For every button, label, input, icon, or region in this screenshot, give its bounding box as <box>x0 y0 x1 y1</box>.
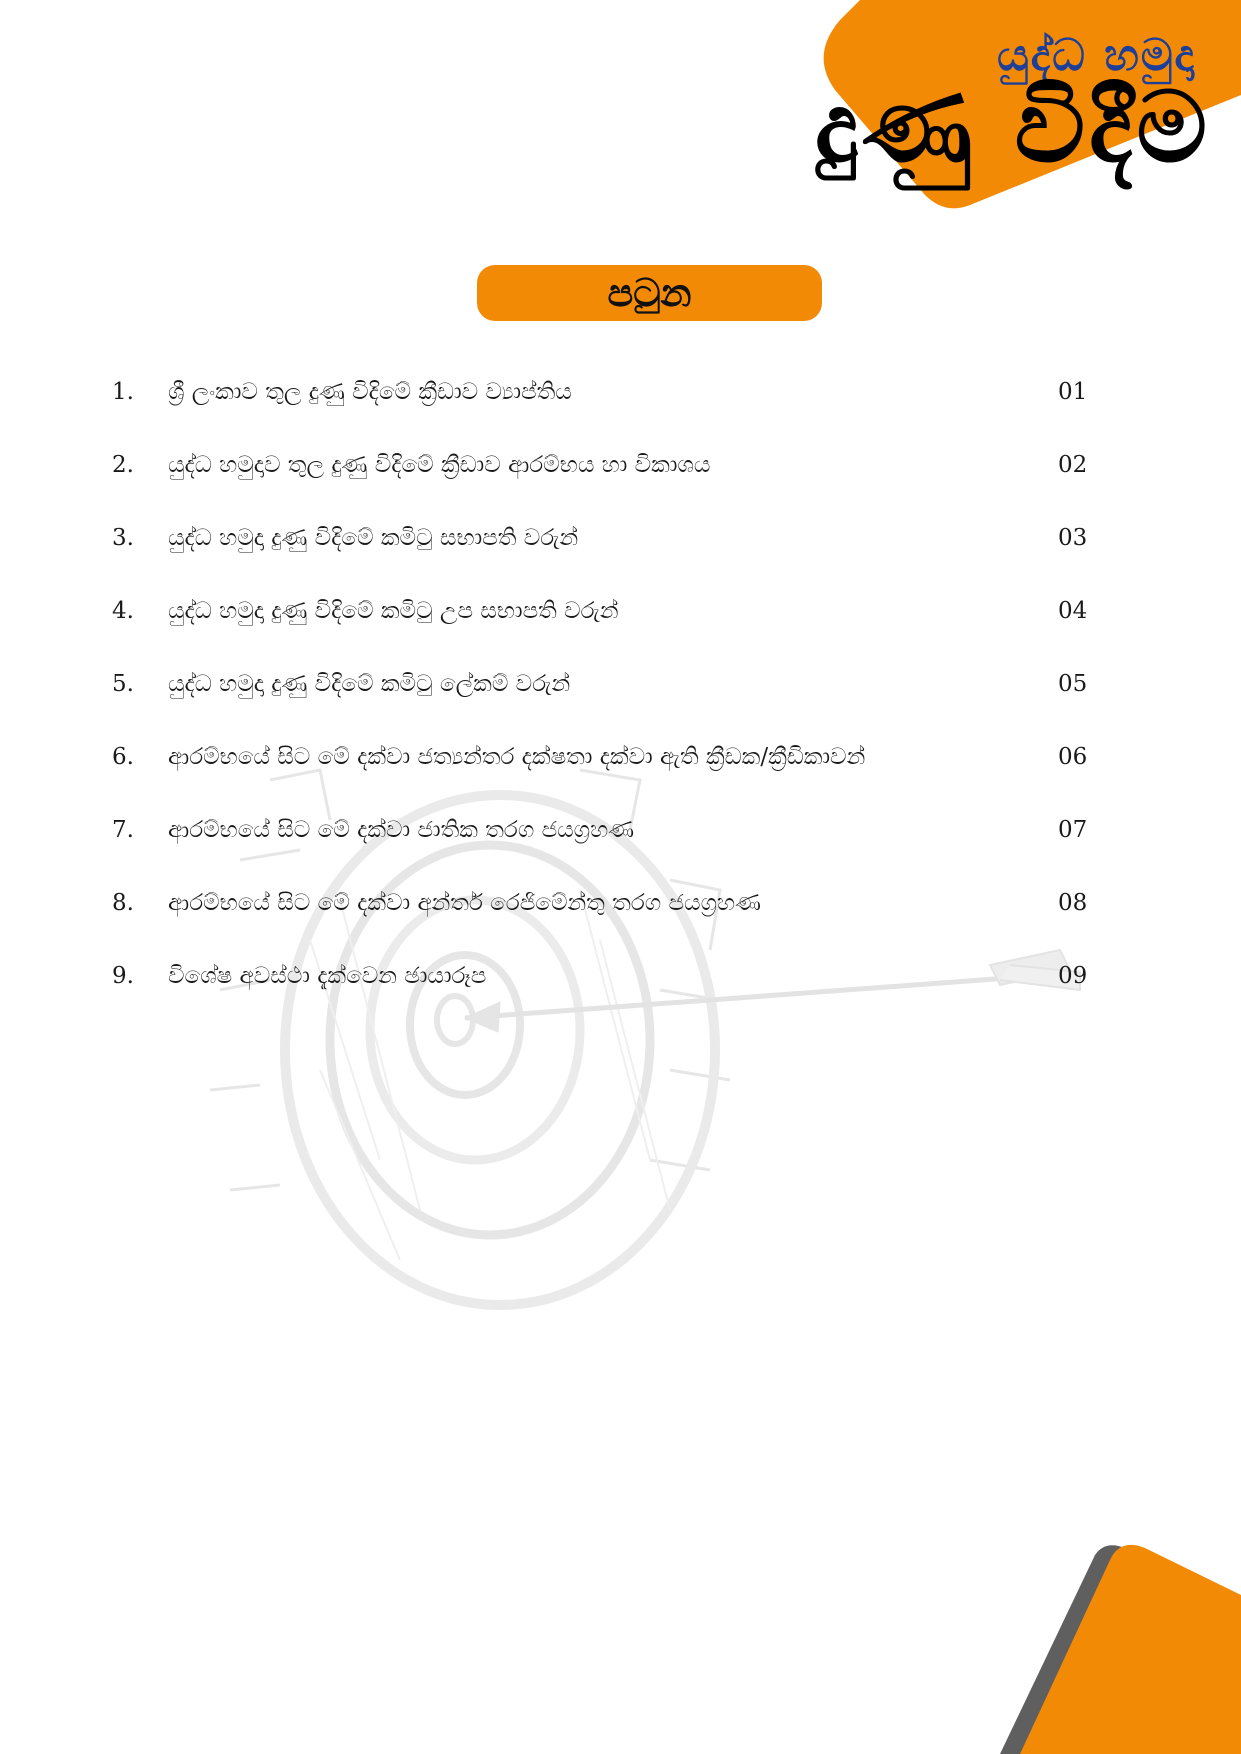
toc-row <box>0 516 1241 560</box>
toc-number: 3. <box>112 525 134 551</box>
toc-row <box>0 589 1241 633</box>
contents-heading: පටුන <box>477 265 822 321</box>
toc-page-number: 02 <box>1058 452 1088 478</box>
toc-title: යුද්ධ හමුදා දුණු විදිමේ කමිටු සභාපති වරුන් <box>168 525 579 551</box>
toc-number: 8. <box>112 890 134 916</box>
toc-title: යුද්ධ හමුදාව තුල දුණු විදිමේ ක්‍රීඩාව ආරම්භය හා විකාශය <box>168 452 711 478</box>
toc-page-number: 08 <box>1058 890 1088 916</box>
toc-title: ආරම්භයේ සිට මේ දක්වා අන්තර් රෙජිමේන්තු තරග ජයග්‍රහණ <box>168 890 761 916</box>
toc-page-number: 05 <box>1058 671 1088 697</box>
toc-title: යුද්ධ හමුදා දුණු විදිමේ කමිටු ලේකම් වරුන් <box>168 671 571 697</box>
toc-number: 9. <box>112 963 134 989</box>
toc-row <box>0 443 1241 487</box>
toc-number: 2. <box>112 452 134 478</box>
toc-page-number: 09 <box>1058 963 1088 989</box>
toc-title: ආරම්භයේ සිට මේ දක්වා ජත්‍යන්තර දක්ෂතා දක්වා ඇති ක්‍රීඩක/ක්‍රීඩිකාවන් <box>168 744 866 770</box>
toc-number: 4. <box>112 598 134 624</box>
logo-title: දුණු විදීම <box>814 71 1211 185</box>
toc-page-number: 03 <box>1058 525 1088 551</box>
toc-row <box>0 881 1241 925</box>
toc-row <box>0 370 1241 414</box>
toc-page-number: 06 <box>1058 744 1088 770</box>
toc-page-number: 01 <box>1058 379 1088 405</box>
toc-title: යුද්ධ හමුදා දුණු විදිමේ කමිටු උප සභාපති වරුන් <box>168 598 619 624</box>
toc-number: 1. <box>112 379 134 405</box>
toc-number: 7. <box>112 817 134 843</box>
toc-row <box>0 735 1241 779</box>
toc-row <box>0 954 1241 998</box>
toc-page-number: 04 <box>1058 598 1088 624</box>
toc-row <box>0 808 1241 852</box>
toc-number: 5. <box>112 671 134 697</box>
toc-number: 6. <box>112 744 134 770</box>
toc-page-number: 07 <box>1058 817 1088 843</box>
logo-subtitle: යුද්ධ හමුදා <box>997 30 1196 81</box>
toc-row <box>0 662 1241 706</box>
corner-decoration <box>980 1540 1241 1754</box>
toc-title: ශ්‍රී ලංකාව තුල දුණු විදිමේ ක්‍රීඩාව ව්‍යාප්තිය <box>168 379 572 405</box>
toc-title: විශේෂ අවස්ථා දැක්වෙන ඡායාරූප <box>168 963 487 989</box>
toc-title: ආරම්භයේ සිට මේ දක්වා ජාතික තරග ජයග්‍රහණ <box>168 817 635 843</box>
